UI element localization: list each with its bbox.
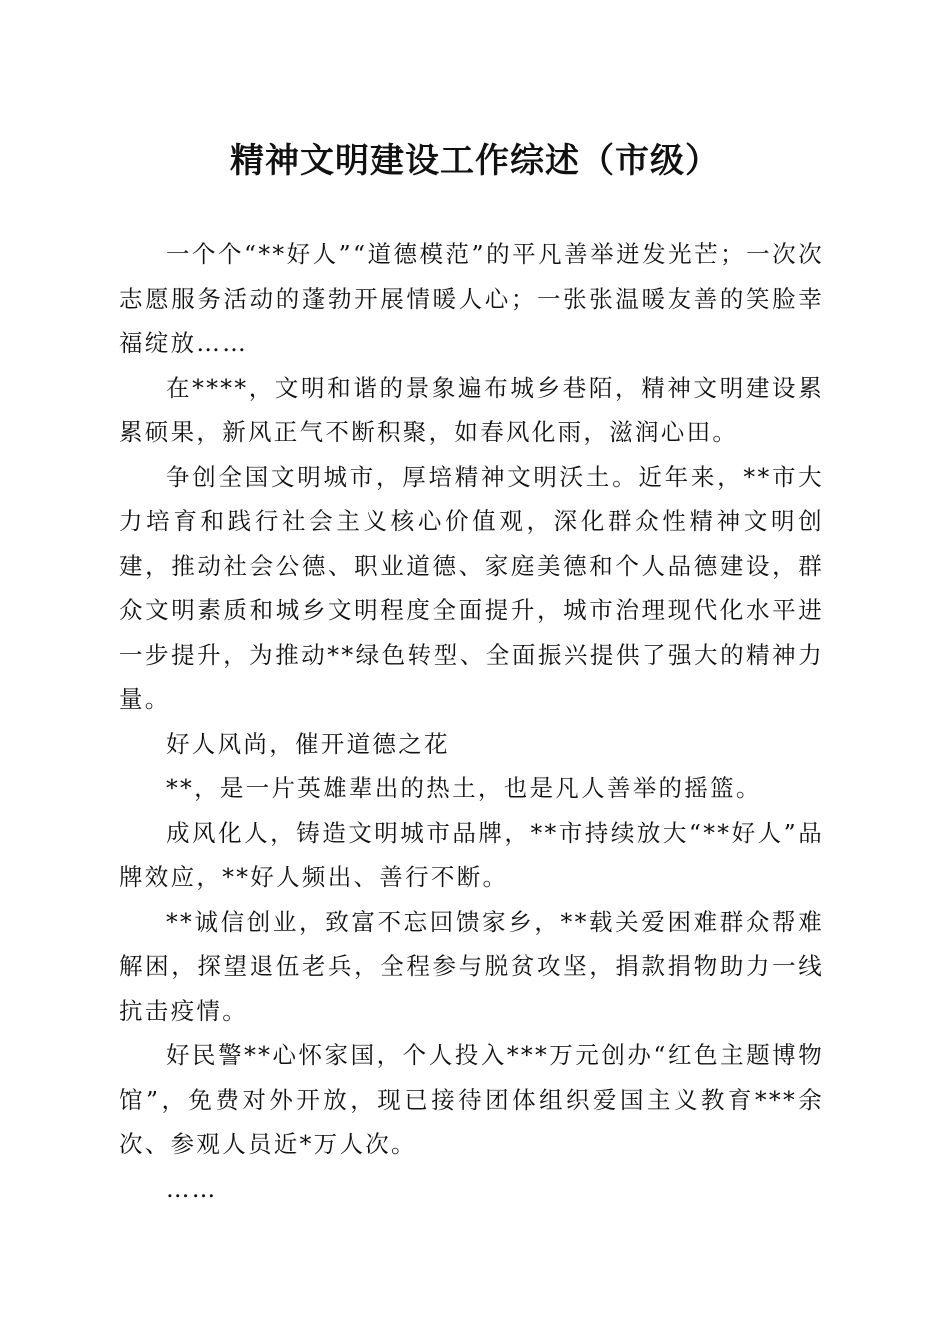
paragraph-7: **诚信创业，致富不忘回馈家乡，**载关爱困难群众帮难解困，探望退伍老兵，全程参与脱贫攻坚，捐款捐物助力一线抗击疫情。	[119, 907, 824, 1025]
paragraph-1: 一个个“**好人”“道德模范”的平凡善举迸发光芒；一次次志愿服务活动的蓬勃开展情暖人心；一张张温暖友善的笑脸幸福绽放……	[119, 240, 824, 357]
paragraph-5: **，是一片英雄辈出的热土，也是凡人善举的摇篮。	[166, 774, 762, 802]
paragraph-3: 争创全国文明城市，厚培精神文明沃土。近年来，**市大力培育和践行社会主义核心价值观，深化群众性精神文明创建，推动社会公德、职业道德、家庭美德和个人品德建设，群众文明素质和城乡文明程度全面提升，城市治理现代化水平进一步提升，为推动**绿色转型、全面振兴提供了强大的精神力量。	[119, 462, 824, 713]
paragraph-2: 在****，文明和谐的景象遍布城乡巷陌，精神文明建设累累硕果，新风正气不断积聚，如春风化雨，滋润心田。	[119, 373, 824, 446]
section-heading: 好人风尚，催开道德之花	[166, 729, 450, 758]
document-title: 精神文明建设工作综述（市级）	[230, 141, 720, 181]
paragraph-8: 好民警**心怀家国，个人投入***万元创办“红色主题博物馆”，免费对外开放，现已接待团体组织爱国主义教育***余次、参观人员近*万人次。	[119, 1041, 824, 1158]
paragraph-6: 成风化人，铸造文明城市品牌，**市持续放大“**好人”品牌效应，**好人频出、善行不断。	[119, 818, 824, 891]
ellipsis-paragraph: ……	[166, 1174, 218, 1203]
document-body	[119, 232, 824, 1211]
